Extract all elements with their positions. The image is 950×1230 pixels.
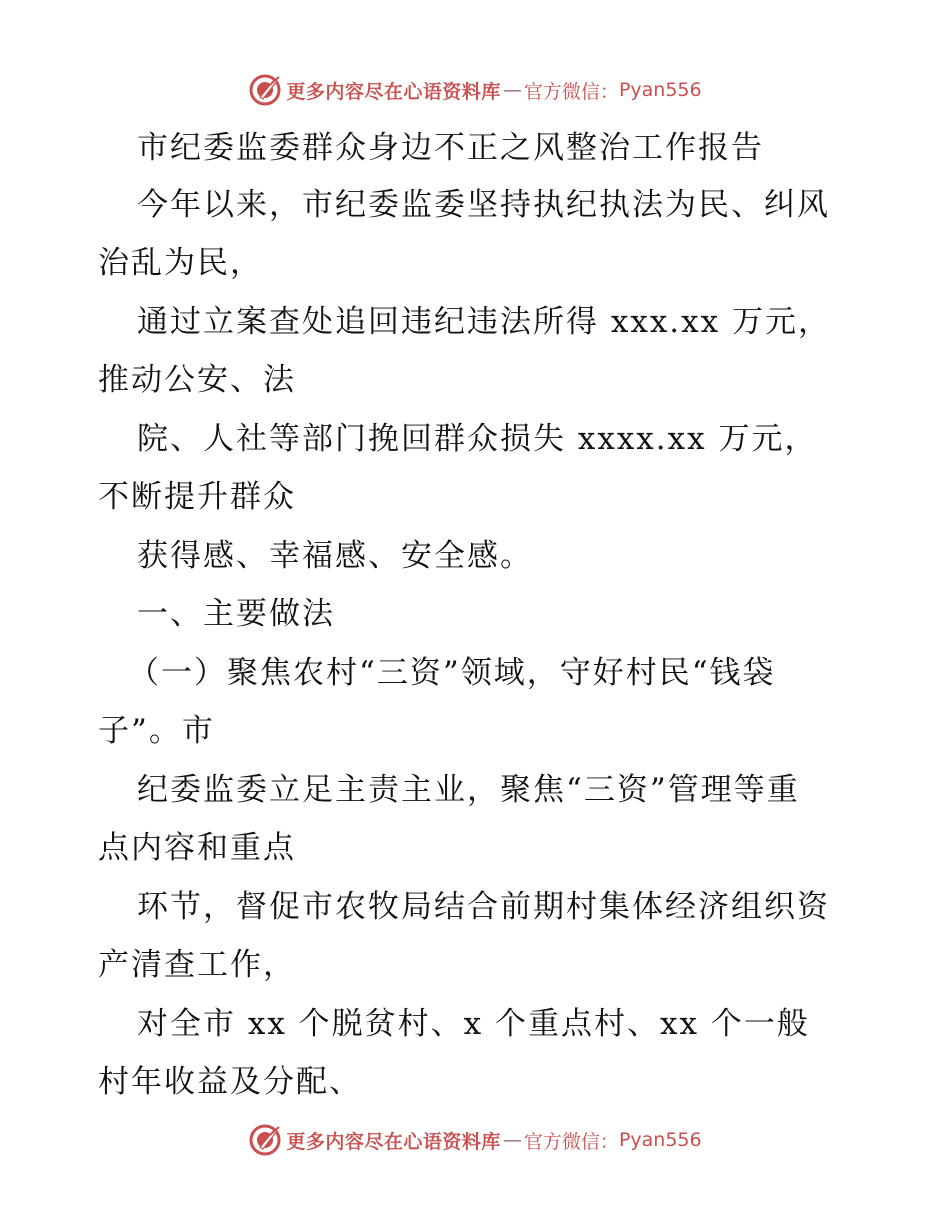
banner-separator: —	[502, 1129, 522, 1151]
paragraph-line: 村年收益及分配、	[98, 1064, 362, 1100]
banner-wechat-id: Pyan556	[618, 79, 702, 101]
paragraph-line: 产清查工作，	[98, 947, 296, 983]
subsection-heading: （一）聚焦农村“三资”领域，守好村民“钱袋	[128, 655, 776, 691]
paragraph-line: 推动公安、法	[98, 362, 296, 398]
banner-wechat-label: 官方微信：	[523, 1130, 619, 1153]
banner-wechat-id: Pyan556	[618, 1129, 702, 1151]
paragraph-line: 子”。市	[98, 713, 215, 749]
paragraph-line: 对全市 xx 个脱贫村、x 个重点村、xx 个一般	[137, 1006, 810, 1042]
section-heading: 一、主要做法	[137, 596, 335, 632]
paragraph-line: 治乱为民，	[98, 245, 263, 281]
banner-brand-text: 更多内容尽在心语资料库	[286, 80, 501, 103]
paragraph-line: 今年以来，市纪委监委坚持执纪执法为民、纠风	[137, 187, 830, 223]
banner-separator: —	[502, 79, 522, 101]
quill-seal-logo-icon	[248, 1123, 282, 1157]
paragraph-line: 获得感、幸福感、安全感。	[137, 538, 533, 574]
document-title: 市纪委监委群众身边不正之风整治工作报告	[137, 130, 764, 166]
banner-wechat-label: 官方微信：	[523, 80, 619, 103]
footer-watermark-banner	[0, 1120, 950, 1160]
paragraph-line: 不断提升群众	[98, 479, 296, 515]
paragraph-line: 院、人社等部门挽回群众损失 xxxx.xx 万元，	[137, 421, 818, 457]
quill-seal-logo-icon	[248, 73, 282, 107]
paragraph-line: 通过立案查处追回违纪违法所得 xxx.xx 万元，	[137, 304, 831, 340]
banner-brand-text: 更多内容尽在心语资料库	[286, 1130, 501, 1153]
paragraph-line: 点内容和重点	[98, 830, 296, 866]
paragraph-line: 环节，督促市农牧局结合前期村集体经济组织资	[137, 889, 830, 925]
paragraph-line: 纪委监委立足主责主业，聚焦“三资”管理等重	[137, 772, 800, 808]
header-watermark-banner	[0, 70, 950, 110]
